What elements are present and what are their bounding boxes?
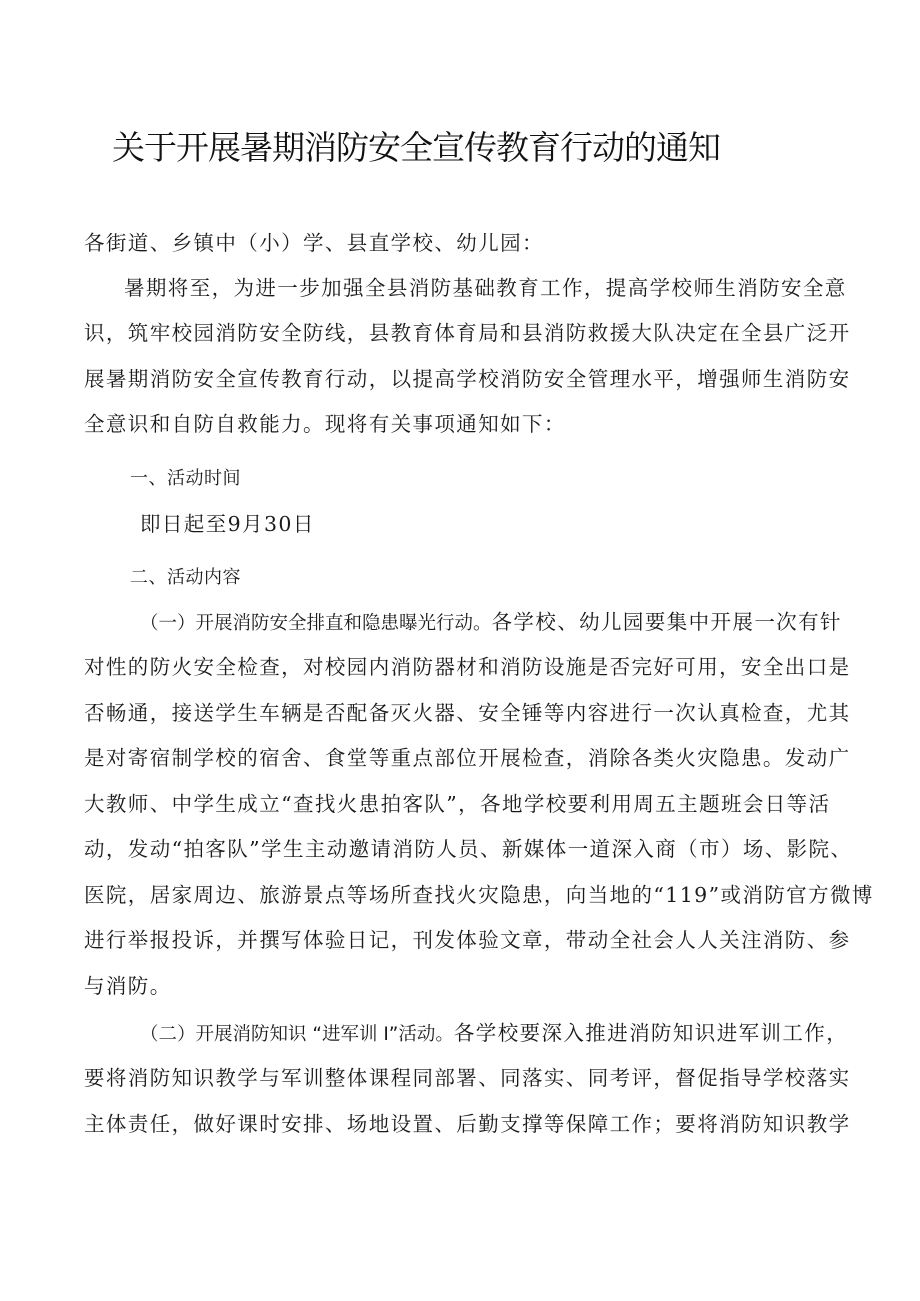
paragraph-line: 进行举报投诉，并撰写体验日记，刊发体验文章，带动全社会人人关注消防、参 <box>84 928 851 952</box>
paragraph-line <box>140 612 842 634</box>
item-text: 各学校要深入推进消防知识进军训工作， <box>453 1021 849 1045</box>
section-text: 即日起至9月30日 <box>140 512 315 536</box>
intro-line: 暑期将至，为进一步加强全县消防基础教育工作，提高学校师生消防安全意 <box>124 276 847 300</box>
paragraph-line: 对性的防火安全检查，对校园内消防器材和消防设施是否完好可用，安全出口是 <box>84 655 851 679</box>
intro-line: 展暑期消防安全宣传教育行动，以提高学校消防安全管理水平，增强师生消防安 <box>84 367 851 391</box>
paragraph-line: 与消防。 <box>84 974 172 998</box>
item-lead: （一）开展消防安全排直和隐患曝光行动。 <box>140 613 492 634</box>
paragraph-line: 否畅通，接送学生车辆是否配备灭火器、安全锤等内容进行一次认真检查，尤其 <box>84 701 851 725</box>
paragraph-line: 是对寄宿制学校的宿舍、食堂等重点部位开展检查，消除各类火灾隐患。发动广 <box>84 746 851 770</box>
intro-line: 全意识和自防自救能力。现将有关事项通知如下： <box>84 412 566 436</box>
section-heading: 二、活动内容 <box>130 567 241 588</box>
intro-line: 识，筑牢校园消防安全防线，县教育体育局和县消防救援大队决定在全县广泛开 <box>84 321 851 345</box>
paragraph-line: 大教师、中学生成立“查找火患拍客队”，各地学校要利用周五主题班会日等活 <box>84 792 831 816</box>
paragraph-line: 主体责任，做好课时安排、场地设置、后勤支撑等保障工作；要将消防知识教学 <box>84 1112 851 1136</box>
section-heading: 一、活动时间 <box>130 468 241 489</box>
page-title: 关于开展暑期消防安全宣传教育行动的通知 <box>112 128 720 167</box>
paragraph-line: 动，发动“拍客队”学生主动邀请消防人员、新媒体一道深入商（市）场、影院、 <box>84 837 853 861</box>
paragraph-line: 医院，居家周边、旅游景点等场所查找火灾隐患，向当地的“119”或消防官方微博 <box>84 883 874 907</box>
item-lead: （二）开展消防知识 “进军训 I”活动。 <box>140 1024 454 1045</box>
paragraph-line <box>140 1023 848 1045</box>
item-text: 各学校、幼儿园要集中开展一次有针 <box>491 610 842 634</box>
paragraph-line: 要将消防知识教学与军训整体课程同部署、同落实、同考评，督促指导学校落实 <box>84 1066 851 1090</box>
salutation: 各街道、乡镇中（小）学、县直学校、幼儿园： <box>84 231 544 255</box>
